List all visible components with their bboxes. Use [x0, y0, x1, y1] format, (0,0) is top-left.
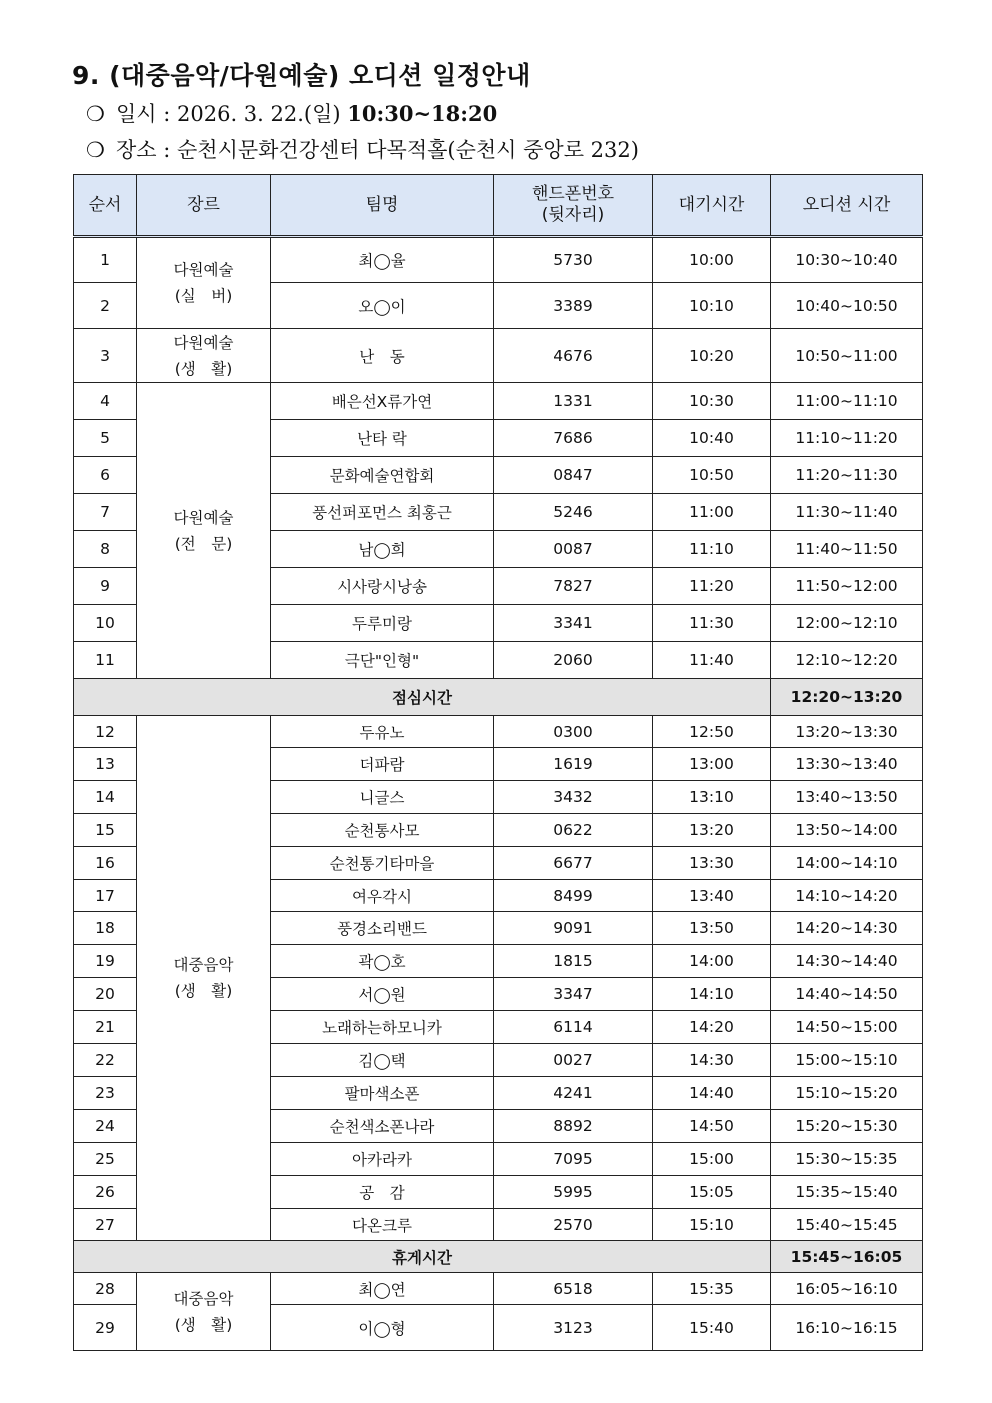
- header-audition: 오디션 시간: [771, 175, 923, 237]
- row-wait: 15:05: [653, 1176, 771, 1209]
- row-team: 다온크루: [271, 1209, 494, 1241]
- row-audition: 13:40~13:50: [771, 781, 923, 814]
- row-phone: 4676: [494, 329, 653, 383]
- row-team: 서◯원: [271, 978, 494, 1011]
- circle-bullet-icon: ❍: [86, 138, 105, 162]
- row-order: 18: [74, 912, 137, 945]
- row-order: 1: [74, 237, 137, 283]
- row-team: 이◯형: [271, 1305, 494, 1351]
- break-label: 휴게시간: [74, 1241, 771, 1273]
- row-phone: 0300: [494, 716, 653, 748]
- row-audition: 13:20~13:30: [771, 716, 923, 748]
- genre-line1: 다원예술: [173, 508, 234, 527]
- row-audition: 15:00~15:10: [771, 1044, 923, 1077]
- row-team: 최◯율: [271, 237, 494, 283]
- row-order: 6: [74, 457, 137, 494]
- row-audition: 15:40~15:45: [771, 1209, 923, 1241]
- row-team: 곽◯호: [271, 945, 494, 978]
- row-team: 아카라카: [271, 1143, 494, 1176]
- row-audition: 15:20~15:30: [771, 1110, 923, 1143]
- row-audition: 16:10~16:15: [771, 1305, 923, 1351]
- date-time: 10:30~18:20: [347, 101, 498, 126]
- row-wait: 13:30: [653, 847, 771, 880]
- row-team: 남◯희: [271, 531, 494, 568]
- row-phone: 2570: [494, 1209, 653, 1241]
- row-phone: 6114: [494, 1011, 653, 1044]
- row-wait: 11:20: [653, 568, 771, 605]
- row-audition: 14:30~14:40: [771, 945, 923, 978]
- row-wait: 10:40: [653, 420, 771, 457]
- row-order: 25: [74, 1143, 137, 1176]
- row-wait: 10:50: [653, 457, 771, 494]
- table-header-row: [74, 175, 923, 237]
- date-label: 일시 : 2026. 3. 22.(일): [116, 102, 348, 126]
- row-order: 14: [74, 781, 137, 814]
- header-phone-line2: (뒷자리): [541, 205, 605, 225]
- row-wait: 14:30: [653, 1044, 771, 1077]
- genre-cell: [137, 1273, 271, 1351]
- row-team: 난타 락: [271, 420, 494, 457]
- row-order: 19: [74, 945, 137, 978]
- row-phone: 1331: [494, 383, 653, 420]
- row-phone: 3347: [494, 978, 653, 1011]
- row-phone: 0027: [494, 1044, 653, 1077]
- row-wait: 12:50: [653, 716, 771, 748]
- header-genre: 장르: [137, 175, 271, 237]
- row-phone: 1619: [494, 748, 653, 781]
- row-order: 9: [74, 568, 137, 605]
- break-row: [74, 679, 923, 716]
- row-phone: 6677: [494, 847, 653, 880]
- row-audition: 15:35~15:40: [771, 1176, 923, 1209]
- row-audition: 10:40~10:50: [771, 283, 923, 329]
- row-phone: 7095: [494, 1143, 653, 1176]
- row-order: 5: [74, 420, 137, 457]
- row-wait: 14:40: [653, 1077, 771, 1110]
- row-order: 8: [74, 531, 137, 568]
- row-team: 팔마색소폰: [271, 1077, 494, 1110]
- row-order: 21: [74, 1011, 137, 1044]
- break-time: 15:45~16:05: [771, 1241, 923, 1273]
- row-order: 10: [74, 605, 137, 642]
- row-wait: 13:40: [653, 880, 771, 912]
- row-team: 두루미랑: [271, 605, 494, 642]
- break-row: [74, 1241, 923, 1273]
- row-team: 공 감: [271, 1176, 494, 1209]
- header-wait: 대기시간: [653, 175, 771, 237]
- row-order: 16: [74, 847, 137, 880]
- genre-line2: (생 활): [174, 1315, 233, 1334]
- genre-line1: 다원예술: [173, 333, 234, 352]
- row-order: 24: [74, 1110, 137, 1143]
- row-wait: 10:30: [653, 383, 771, 420]
- genre-line1: 대중음악: [173, 1289, 234, 1308]
- row-phone: 5246: [494, 494, 653, 531]
- row-team: 노래하는하모니카: [271, 1011, 494, 1044]
- row-wait: 15:35: [653, 1273, 771, 1305]
- row-team: 풍경소리밴드: [271, 912, 494, 945]
- row-audition: 14:50~15:00: [771, 1011, 923, 1044]
- row-wait: 13:10: [653, 781, 771, 814]
- row-team: 배은선X류가연: [271, 383, 494, 420]
- row-order: 13: [74, 748, 137, 781]
- row-phone: 5730: [494, 237, 653, 283]
- row-order: 29: [74, 1305, 137, 1351]
- row-team: 순천통사모: [271, 814, 494, 847]
- genre-cell: [137, 237, 271, 329]
- row-phone: 1815: [494, 945, 653, 978]
- row-wait: 11:40: [653, 642, 771, 679]
- row-phone: 7827: [494, 568, 653, 605]
- row-team: 극단"인형": [271, 642, 494, 679]
- row-order: 3: [74, 329, 137, 383]
- row-phone: 0847: [494, 457, 653, 494]
- row-audition: 14:40~14:50: [771, 978, 923, 1011]
- circle-bullet-icon: ❍: [86, 102, 105, 126]
- row-team: 문화예술연합회: [271, 457, 494, 494]
- table-row: [74, 329, 923, 383]
- row-wait: 14:20: [653, 1011, 771, 1044]
- row-order: 20: [74, 978, 137, 1011]
- row-phone: 8892: [494, 1110, 653, 1143]
- row-audition: 11:00~11:10: [771, 383, 923, 420]
- row-audition: 13:50~14:00: [771, 814, 923, 847]
- row-audition: 10:30~10:40: [771, 237, 923, 283]
- row-order: 17: [74, 880, 137, 912]
- row-order: 7: [74, 494, 137, 531]
- table-row: [74, 383, 923, 420]
- schedule-place-line: [86, 134, 639, 164]
- row-team: 최◯연: [271, 1273, 494, 1305]
- row-audition: 11:20~11:30: [771, 457, 923, 494]
- row-phone: 9091: [494, 912, 653, 945]
- row-phone: 7686: [494, 420, 653, 457]
- row-phone: 3123: [494, 1305, 653, 1351]
- row-order: 26: [74, 1176, 137, 1209]
- place-text: 장소 : 순천시문화건강센터 다목적홀(순천시 중앙로 232): [116, 138, 639, 162]
- header-phone-line1: 핸드폰번호: [531, 184, 615, 204]
- row-audition: 12:10~12:20: [771, 642, 923, 679]
- page-title: 9. (대중음악/다원예술) 오디션 일정안내: [72, 61, 531, 90]
- row-wait: 10:10: [653, 283, 771, 329]
- row-audition: 16:05~16:10: [771, 1273, 923, 1305]
- row-order: 11: [74, 642, 137, 679]
- row-wait: 14:00: [653, 945, 771, 978]
- row-team: 오◯이: [271, 283, 494, 329]
- genre-line1: 대중음악: [173, 956, 234, 974]
- row-audition: 11:30~11:40: [771, 494, 923, 531]
- row-order: 15: [74, 814, 137, 847]
- row-wait: 13:00: [653, 748, 771, 781]
- row-phone: 6518: [494, 1273, 653, 1305]
- row-wait: 15:00: [653, 1143, 771, 1176]
- audition-schedule-table: [73, 174, 923, 1351]
- header-order: 순서: [74, 175, 137, 237]
- row-phone: 3389: [494, 283, 653, 329]
- row-order: 12: [74, 716, 137, 748]
- row-order: 2: [74, 283, 137, 329]
- row-audition: 10:50~11:00: [771, 329, 923, 383]
- row-team: 순천색소폰나라: [271, 1110, 494, 1143]
- row-order: 27: [74, 1209, 137, 1241]
- row-wait: 11:10: [653, 531, 771, 568]
- row-team: 김◯택: [271, 1044, 494, 1077]
- row-audition: 15:10~15:20: [771, 1077, 923, 1110]
- row-wait: 13:50: [653, 912, 771, 945]
- row-phone: 8499: [494, 880, 653, 912]
- row-team: 여우각시: [271, 880, 494, 912]
- row-phone: 0087: [494, 531, 653, 568]
- table-row: [74, 237, 923, 283]
- row-team: 풍선퍼포먼스 최홍근: [271, 494, 494, 531]
- row-order: 23: [74, 1077, 137, 1110]
- genre-line2: (생 활): [174, 359, 233, 378]
- row-phone: 2060: [494, 642, 653, 679]
- row-audition: 11:10~11:20: [771, 420, 923, 457]
- schedule-date-line: [86, 98, 497, 128]
- row-order: 4: [74, 383, 137, 420]
- genre-line1: 다원예술: [173, 261, 234, 279]
- row-team: 순천통기타마을: [271, 847, 494, 880]
- row-team: 니글스: [271, 781, 494, 814]
- row-wait: 14:50: [653, 1110, 771, 1143]
- row-wait: 15:10: [653, 1209, 771, 1241]
- row-phone: 4241: [494, 1077, 653, 1110]
- row-team: 두유노: [271, 716, 494, 748]
- header-phone: [494, 175, 653, 237]
- row-team: 시사랑시낭송: [271, 568, 494, 605]
- table-row: [74, 1273, 923, 1305]
- row-audition: 14:10~14:20: [771, 880, 923, 912]
- row-wait: 11:30: [653, 605, 771, 642]
- genre-line2: (전 문): [174, 534, 233, 553]
- row-phone: 3341: [494, 605, 653, 642]
- genre-cell: [137, 383, 271, 679]
- break-time: 12:20~13:20: [771, 679, 923, 716]
- row-audition: 11:50~12:00: [771, 568, 923, 605]
- row-team: 난 동: [271, 329, 494, 383]
- row-audition: 14:20~14:30: [771, 912, 923, 945]
- row-wait: 15:40: [653, 1305, 771, 1351]
- row-order: 22: [74, 1044, 137, 1077]
- row-team: 더파람: [271, 748, 494, 781]
- genre-line2: (생 활): [174, 982, 233, 1000]
- header-team: 팀명: [271, 175, 494, 237]
- row-audition: 13:30~13:40: [771, 748, 923, 781]
- row-phone: 3432: [494, 781, 653, 814]
- row-audition: 14:00~14:10: [771, 847, 923, 880]
- row-audition: 11:40~11:50: [771, 531, 923, 568]
- genre-line2: (실 버): [174, 287, 233, 305]
- row-wait: 11:00: [653, 494, 771, 531]
- row-phone: 5995: [494, 1176, 653, 1209]
- row-audition: 12:00~12:10: [771, 605, 923, 642]
- break-label: 점심시간: [74, 679, 771, 716]
- genre-cell: [137, 716, 271, 1241]
- table-row: [74, 716, 923, 748]
- row-wait: 13:20: [653, 814, 771, 847]
- row-wait: 14:10: [653, 978, 771, 1011]
- row-audition: 15:30~15:35: [771, 1143, 923, 1176]
- row-wait: 10:00: [653, 237, 771, 283]
- row-wait: 10:20: [653, 329, 771, 383]
- row-phone: 0622: [494, 814, 653, 847]
- row-order: 28: [74, 1273, 137, 1305]
- genre-cell: [137, 329, 271, 383]
